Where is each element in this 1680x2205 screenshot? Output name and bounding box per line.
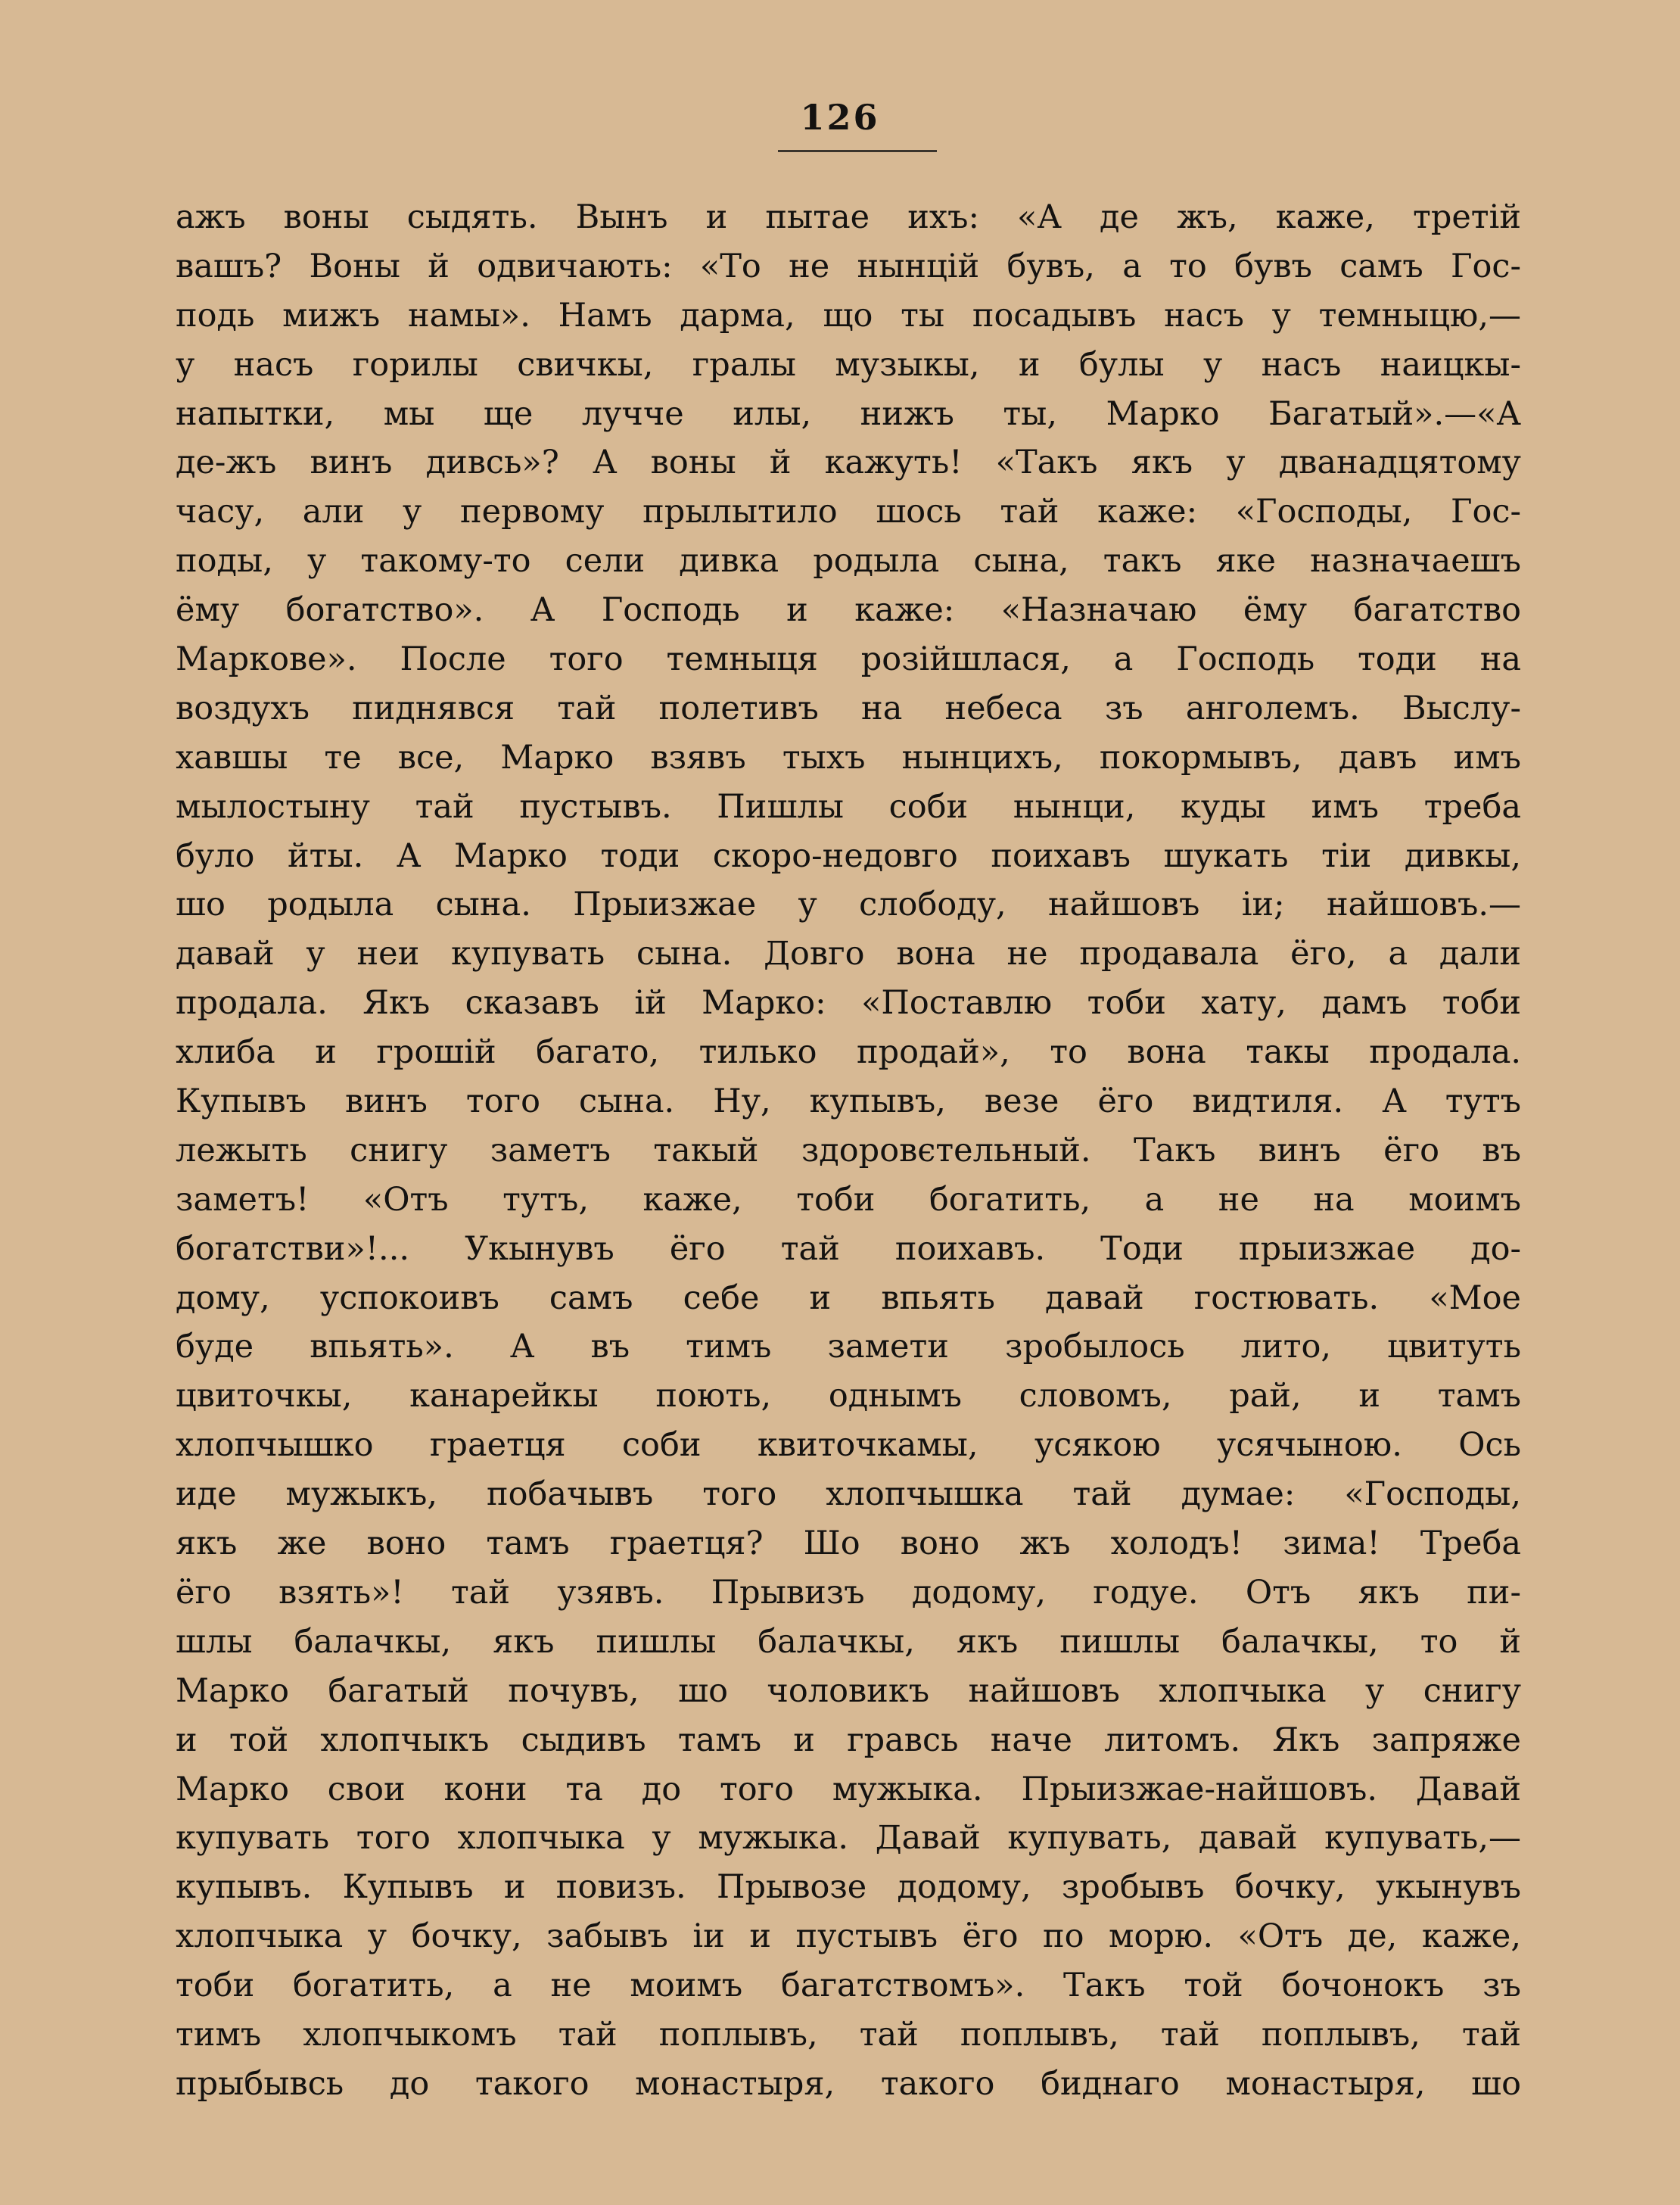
text-line: Маркове». После того темныця розійшлася, а Господь тоди на xyxy=(176,640,1521,679)
text-line: продала. Якъ сказавъ ій Марко: «Поставлю тоби хату, дамъ тоби xyxy=(176,984,1521,1023)
text-line: тимъ хлопчыкомъ тай поплывъ, тай поплывъ, тай поплывъ, тай xyxy=(176,2015,1521,2054)
text-line: Марко свои кони та до того мужыка. Прыизжае-найшовъ. Давай xyxy=(176,1770,1521,1808)
text-line: ёму богатство». А Господь и каже: «Назначаю ёму багатство xyxy=(176,591,1521,630)
text-line: цвиточкы, канарейкы поють, однымъ словомъ, рай, и тамъ xyxy=(176,1377,1521,1415)
text-line: мылостыну тай пустывъ. Пишлы соби нынци, куды имъ треба xyxy=(176,787,1521,826)
text-line: хавшы те все, Марко взявъ тыхъ нынцихъ, покормывъ, давъ имъ xyxy=(176,738,1521,777)
text-line: прыбывсь до такого монастыря, такого биднаго монастыря, шо xyxy=(176,2064,1521,2103)
page-number: 126 xyxy=(800,97,880,138)
text-line: богатстви»!... Укынувъ ёго тай поихавъ. Тоди прыизжае до- xyxy=(176,1229,1521,1268)
text-line: де-жъ винъ дивсь»? А воны й кажуть! «Такъ якъ у дванадцятому xyxy=(176,444,1521,482)
header-rule xyxy=(778,150,937,152)
text-line: давай у неи купувать сына. Довго вона не продавала ёго, а дали xyxy=(176,935,1521,973)
text-line: купывъ. Купывъ и повизъ. Прывозе додому, зробывъ бочку, укынувъ xyxy=(176,1868,1521,1907)
text-line: Купывъ винъ того сына. Ну, купывъ, везе ёго видтиля. А тутъ xyxy=(176,1082,1521,1121)
text-line: ёго взять»! тай узявъ. Прывизъ додому, годуе. Отъ якъ пи- xyxy=(176,1573,1521,1612)
text-line: Марко багатый почувъ, шо чоловикъ найшовъ хлопчыка у снигу xyxy=(176,1671,1521,1710)
text-line: ажъ воны сыдять. Вынъ и пытае ихъ: «А де жъ, каже, третій xyxy=(176,198,1521,236)
text-line: хлиба и грошій багато, тилько продай», то вона такы продала. xyxy=(176,1033,1521,1072)
text-line: у насъ горилы свичкы, гралы музыкы, и булы у насъ наицкы- xyxy=(176,345,1521,384)
text-line: було йты. А Марко тоди скоро-недовго поихавъ шукать тіи дивкы, xyxy=(176,836,1521,875)
text-line: шлы балачкы, якъ пишлы балачкы, якъ пишлы балачкы, то й xyxy=(176,1622,1521,1661)
text-line: поды, у такому-то сели дивка родыла сына, такъ яке назначаешъ xyxy=(176,542,1521,581)
text-line: напытки, мы ще лучче илы, нижъ ты, Марко Багатый».—«А xyxy=(176,394,1521,433)
page-header xyxy=(0,97,1680,138)
text-line: тоби богатить, а не моимъ багатствомъ». Такъ той бочонокъ зъ xyxy=(176,1967,1521,2005)
body-text xyxy=(176,193,1521,2109)
text-line: подь мижъ намы». Намъ дарма, що ты посадывъ насъ у темныцю,— xyxy=(176,296,1521,335)
text-line: дому, успокоивъ самъ себе и впьять давай гостювать. «Мое xyxy=(176,1278,1521,1317)
text-line: шо родыла сына. Прыизжае у слободу, найшовъ іи; найшовъ.— xyxy=(176,886,1521,924)
text-line: буде впьять». А въ тимъ замети зробылось лито, цвитуть xyxy=(176,1328,1521,1366)
text-line: купувать того хлопчыка у мужыка. Давай купувать, давай купувать,— xyxy=(176,1819,1521,1858)
text-line: вашъ? Воны й одвичають: «То не нынцій бувъ, а то бувъ самъ Гос- xyxy=(176,247,1521,285)
text-line: и той хлопчыкъ сыдивъ тамъ и гравсь наче литомъ. Якъ запряже xyxy=(176,1721,1521,1759)
text-line: хлопчыка у бочку, забывъ іи и пустывъ ёго по морю. «Отъ де, каже, xyxy=(176,1917,1521,1956)
text-line: заметъ! «Отъ тутъ, каже, тоби богатить, а не на моимъ xyxy=(176,1180,1521,1219)
text-line: воздухъ пиднявся тай полетивъ на небеса зъ анголемъ. Выслу- xyxy=(176,689,1521,727)
text-line: иде мужыкъ, побачывъ того хлопчышка тай думае: «Господы, xyxy=(176,1475,1521,1514)
text-line: якъ же воно тамъ граетця? Шо воно жъ холодъ! зима! Треба xyxy=(176,1525,1521,1563)
text-line: хлопчышко граетця соби квиточкамы, усякою усячыною. Ось xyxy=(176,1426,1521,1465)
text-line: лежыть снигу заметъ такый здоровєтельный. Такъ винъ ёго въ xyxy=(176,1131,1521,1169)
text-line: часу, али у первому прылытило шось тай каже: «Господы, Гос- xyxy=(176,493,1521,531)
